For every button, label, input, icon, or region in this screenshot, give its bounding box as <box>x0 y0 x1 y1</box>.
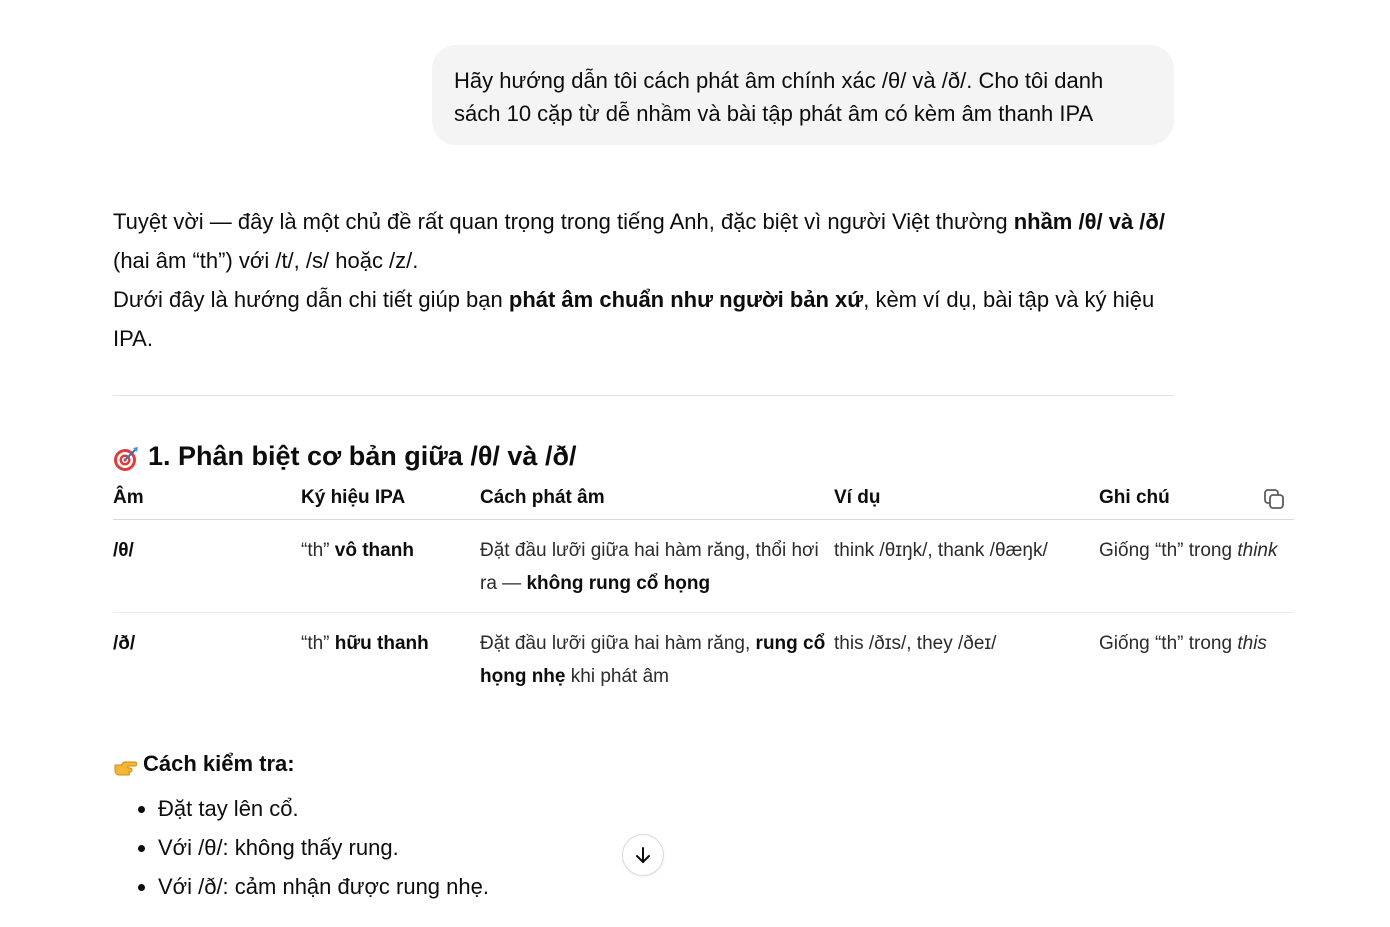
cell-ipa-bold: hữu thanh <box>334 633 429 654</box>
table-row <box>113 613 1294 706</box>
user-message-bubble <box>432 45 1174 145</box>
intro-p2-text: Dưới đây là hướng dẫn chi tiết giúp bạn <box>113 287 509 312</box>
intro-p1-after: (hai âm “th”) với /t/, /s/ hoặc /z/. <box>113 248 419 273</box>
backhand-index-pointing-right-icon <box>113 754 137 774</box>
cell-note-prefix: Giống “th” trong <box>1099 540 1238 561</box>
header-method: Cách phát âm <box>480 484 834 520</box>
section-1-title: 1. Phân biệt cơ bản giữa /θ/ và /ð/ <box>148 441 577 471</box>
intro-paragraph-1 <box>113 202 1183 280</box>
intro-p1-text: Tuyệt vời — đây là một chủ đề rất quan trọng trong tiếng Anh, đặc biệt vì người Việt thường <box>113 209 1014 234</box>
header-note: Ghi chú <box>1099 484 1294 520</box>
cell-ipa <box>301 520 480 613</box>
assistant-intro <box>113 202 1183 358</box>
section-divider <box>113 395 1174 396</box>
cell-ipa-prefix: “th” <box>301 540 335 561</box>
check-title: Cách kiểm tra: <box>143 751 295 776</box>
user-message-line-2: sách 10 cặp từ dễ nhầm và bài tập phát âm có kèm âm thanh IPA <box>454 101 1094 126</box>
cell-method-bold: không rung cổ họng <box>526 573 711 594</box>
table-header-row <box>113 484 1294 520</box>
list-item: • Đặt tay lên cổ. <box>158 789 489 828</box>
comparison-table <box>113 484 1294 705</box>
cell-note-italic: this <box>1237 633 1267 654</box>
intro-p2-bold: phát âm chuẩn như người bản xứ <box>508 287 864 312</box>
cell-note-italic: think <box>1237 540 1278 561</box>
table-row <box>113 520 1294 613</box>
check-heading <box>113 748 295 780</box>
scroll-to-bottom-button[interactable] <box>622 834 664 876</box>
header-example: Ví dụ <box>834 484 1099 520</box>
intro-p2-after: , kèm ví dụ, bài tập và ký hiệu IPA. <box>113 287 1155 351</box>
cell-ipa <box>301 613 480 706</box>
direct-hit-target-icon <box>113 443 139 469</box>
cell-note <box>1099 613 1294 706</box>
header-sound: Âm <box>113 484 301 520</box>
header-ipa: Ký hiệu IPA <box>301 484 480 520</box>
cell-sound: /ð/ <box>113 633 136 654</box>
cell-example: this /ðɪs/, they /ðeɪ/ <box>834 633 997 654</box>
arrow-down-icon <box>633 845 653 865</box>
list-item: • Với /θ/: không thấy rung. <box>158 828 489 867</box>
list-item: • Với /ð/: cảm nhận được rung nhẹ. <box>158 867 489 906</box>
intro-p1-bold: nhầm /θ/ và /ð/ <box>1013 209 1165 234</box>
cell-method-bold: rung cổ họng nhẹ <box>480 633 826 687</box>
cell-sound: /θ/ <box>113 520 301 613</box>
check-list <box>113 789 489 906</box>
cell-method <box>480 520 834 613</box>
cell-note-prefix: Giống “th” trong <box>1099 633 1238 654</box>
cell-method-text: Đặt đầu lưỡi giữa hai hàm răng, <box>480 633 756 654</box>
cell-method <box>480 613 834 706</box>
section-1-heading <box>113 436 576 476</box>
user-message-line-1: Hãy hướng dẫn tôi cách phát âm chính xác /θ/ và /ð/. Cho tôi danh <box>454 68 1104 93</box>
cell-note <box>1099 520 1294 613</box>
cell-ipa-bold: vô thanh <box>334 540 414 561</box>
cell-example: think /θɪŋk/, thank /θæŋk/ <box>834 520 1099 613</box>
cell-ipa-prefix: “th” <box>301 633 335 654</box>
intro-paragraph-2 <box>113 280 1183 358</box>
cell-method-after: khi phát âm <box>565 666 669 687</box>
cell-method-text: Đặt đầu lưỡi giữa hai hàm răng, thổi hơi ra — <box>480 540 819 594</box>
